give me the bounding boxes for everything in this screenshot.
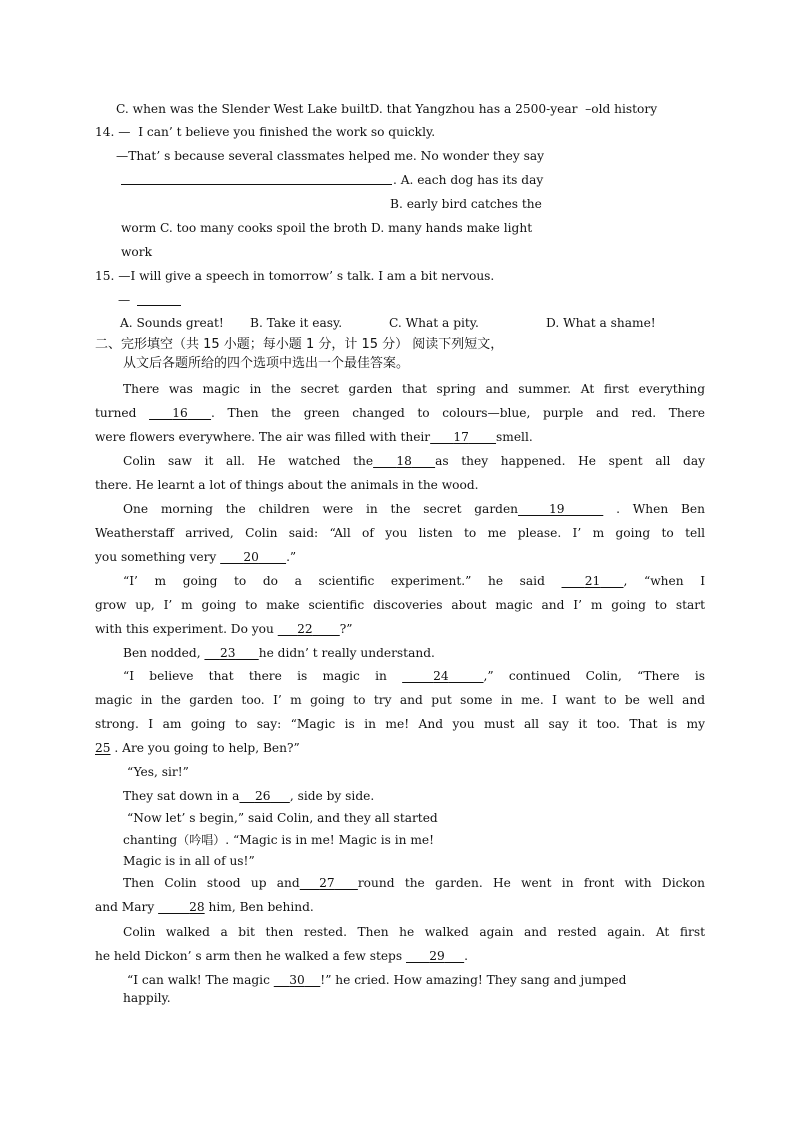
blank-29: 29	[429, 949, 445, 963]
blank-26: 26	[254, 789, 271, 803]
blank-17: 17	[453, 430, 469, 444]
q15-option-d: D. What a shame!	[546, 316, 656, 330]
q14-answer-blank	[121, 184, 392, 185]
blank-24: 24	[433, 669, 449, 683]
q14-option-c-d: worm C. too many cooks spoil the broth D. many hands make light	[121, 221, 533, 235]
passage-p2-line2: there. He learnt a lot of things about the animals in the wood.	[95, 478, 479, 492]
passage-p10-line1: Then Colin stood up and 27 round the garden. He went in front with Dickon	[123, 876, 705, 890]
section-heading: 二、完形填空（共 15 小题；每小题 1 分，计 15 分） 阅读下列短文，	[95, 337, 504, 352]
q15-option-c: C. What a pity.	[389, 316, 479, 330]
passage-p12-line1: “I can walk! The magic 30 !” he cried. How amazing! They sang and jumped	[127, 973, 627, 987]
passage-p9-line3: Magic is in all of us!”	[123, 854, 255, 868]
passage-p4-line1: “I’ m going to do a scientific experiment.” he said 21 , “when I	[123, 574, 706, 588]
blank-18: 18	[396, 454, 412, 468]
q13-options	[116, 101, 657, 117]
passage-p7: “Yes, sir!”	[127, 765, 189, 779]
q13-option-c: C. when was the Slender West Lake built	[116, 102, 370, 116]
passage-p5-line1: Ben nodded, 23 he didn’ t really understand.	[123, 646, 435, 660]
blank-21: 21	[584, 574, 601, 588]
passage-p11-line2: he held Dickon’ s arm then he walked a few steps 29 .	[95, 949, 469, 963]
passage-p3-line1: One morning the children were in the secret garden 19 . When Ben	[123, 502, 705, 516]
passage-p12-line2: happily.	[123, 991, 171, 1005]
blank-22: 22	[297, 622, 313, 636]
passage-p4-line3: with this experiment. Do you 22 ?”	[95, 622, 353, 636]
q14-option-a: . A. each dog has its day	[393, 173, 544, 187]
passage-p8: They sat down in a 26 , side by side.	[123, 789, 375, 803]
passage-p11-line1: Colin walked a bit then rested. Then he walked again and rested again. At first	[123, 925, 705, 939]
passage-p1-line1: There was magic in the secret garden that spring and summer. At first everything	[123, 382, 705, 396]
q15-reply-dash: —	[118, 293, 131, 307]
blank-27: 27	[319, 876, 335, 890]
q14-stem: 14. — I can’ t believe you finished the work so quickly.	[95, 125, 436, 139]
passage-p6-line2: magic in the garden too. I’ m going to try and put some in me. I want to be well and	[95, 693, 705, 707]
q15-option-a: A. Sounds great!	[120, 316, 224, 330]
q14-option-b: B. early bird catches the	[390, 197, 542, 211]
passage-p1-line2: turned 16 . Then the green changed to colours—blue, purple and red. There	[95, 406, 705, 420]
blank-20: 20	[243, 550, 259, 564]
q13-option-d: D. that Yangzhou has a 2500-year –old history	[369, 102, 658, 116]
blank-25: 25	[95, 741, 111, 755]
q14-reply: —That’ s because several classmates helped me. No wonder they say	[116, 149, 544, 163]
q15-answer-blank	[137, 305, 181, 306]
passage-p6-line1: “I believe that there is magic in 24 ,” continued Colin, “There is	[123, 669, 705, 683]
passage-p3-line3: you something very 20 .”	[95, 550, 297, 564]
blank-28: 28	[189, 900, 205, 914]
passage-p6-line3: strong. I am going to say: “Magic is in me! And you must all say it too. That is my	[95, 717, 705, 731]
passage-p3-line2: Weatherstaff arrived, Colin said: “All of you listen to me please. I’ m going to tell	[95, 526, 705, 540]
q15-stem: 15. —I will give a speech in tomorrow’ s talk. I am a bit nervous.	[95, 269, 495, 283]
blank-16: 16	[172, 406, 188, 420]
q15-option-b: B. Take it easy.	[250, 316, 343, 330]
passage-p9-line1: “Now let’ s begin,” said Colin, and they all started	[127, 811, 438, 825]
blank-19: 19	[549, 502, 565, 516]
q14-option-d-cont: work	[121, 245, 152, 259]
passage-p4-line2: grow up, I’ m going to make scientific discoveries about magic and I’ m going to start	[95, 598, 705, 612]
passage-p10-line2: and Mary 28 him, Ben behind.	[95, 900, 314, 914]
blank-30: 30	[289, 973, 305, 987]
passage-p2-line1: Colin saw it all. He watched the 18 as they happened. He spent all day	[123, 454, 705, 468]
section-instruction: 从文后各题所给的四个选项中选出一个最佳答案。	[123, 356, 410, 371]
passage-p6-line4: 25 . Are you going to help, Ben?”	[95, 741, 300, 755]
passage-p1-line3: were flowers everywhere. The air was filled with their 17 smell.	[95, 430, 533, 444]
blank-23: 23	[219, 646, 236, 660]
passage-p9-line2: chanting（吟唱）. “Magic is in me! Magic is in me!	[123, 833, 435, 847]
